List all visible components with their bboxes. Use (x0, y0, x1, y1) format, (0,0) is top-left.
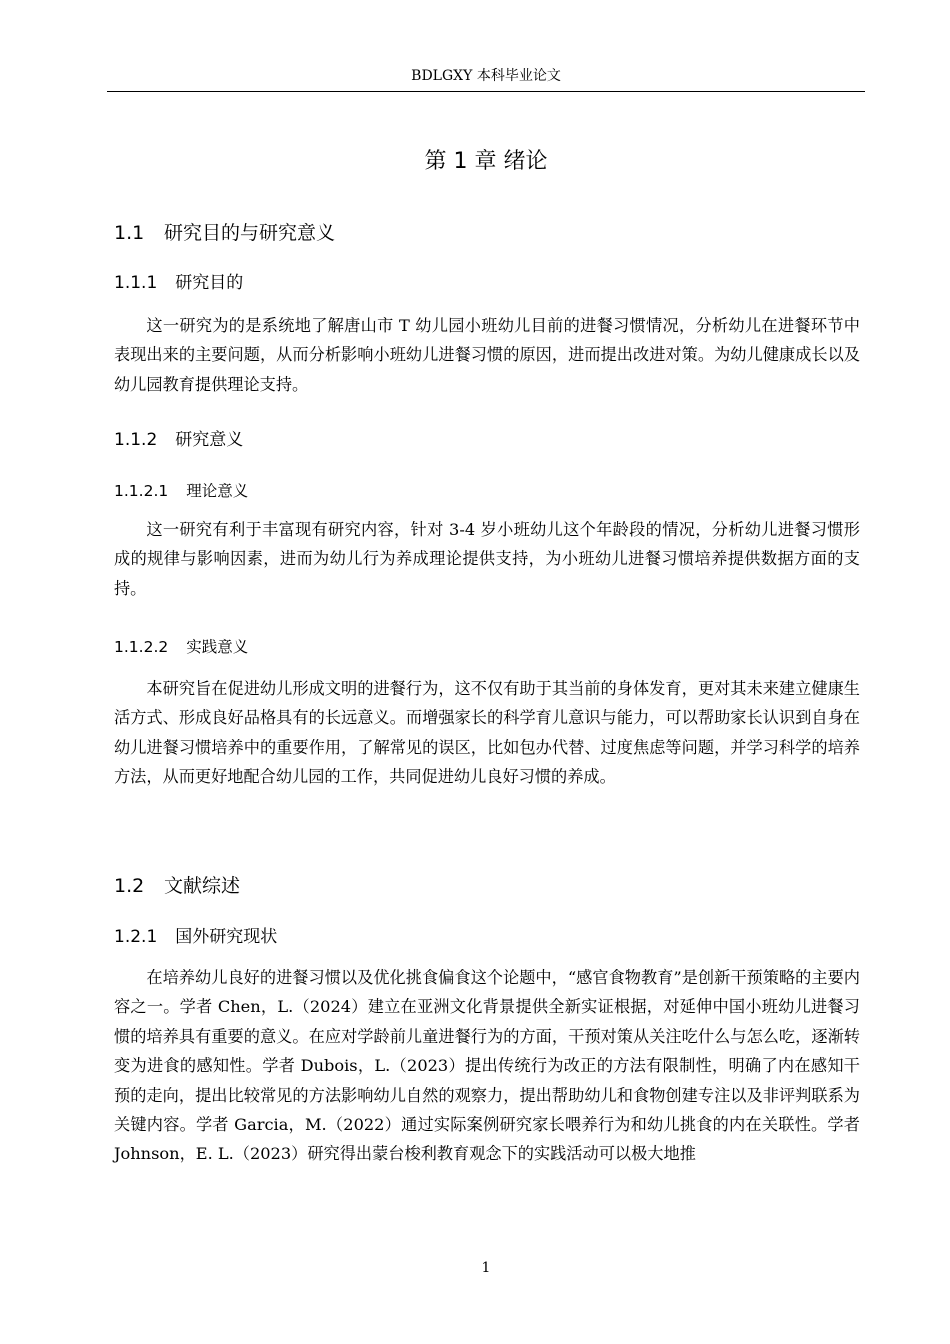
page-number: 1 (481, 1260, 491, 1276)
section-title: 国外研究现状 (175, 927, 278, 947)
section-number: 1.2.1 (114, 927, 158, 947)
section-number: 1.2 (114, 875, 145, 897)
section-heading-1-2-1 (114, 924, 277, 950)
section-number: 1.1.2 (114, 430, 158, 450)
section-heading-1-1-2-1 (114, 479, 248, 503)
section-title: 文献综述 (164, 875, 241, 897)
section-title: 研究意义 (175, 430, 244, 450)
section-number: 1.1.2.1 (114, 482, 169, 500)
section-heading-1-1 (114, 219, 335, 247)
paragraph-research-purpose: 这一研究为的是系统地了解唐山市 T 幼儿园小班幼儿目前的进餐习惯情况，分析幼儿在进餐环节中表现出来的主要问题，从而分析影响小班幼儿进餐习惯的原因，进而提出改进对策。为幼儿健康成长以及幼儿园教育提供理论支持。 (114, 316, 860, 394)
section-title: 研究目的 (175, 273, 244, 293)
section-heading-1-1-2 (114, 427, 243, 453)
section-number: 1.1.2.2 (114, 638, 169, 656)
section-number: 1.1 (114, 222, 145, 244)
section-title: 理论意义 (186, 482, 249, 500)
paragraph-practical-significance: 本研究旨在促进幼儿形成文明的进餐行为，这不仅有助于其当前的身体发育，更对其未来建立健康生活方式、形成良好品格具有的长远意义。而增强家长的科学育儿意识与能力，可以帮助家长认识到自身在幼儿进餐习惯培养中的重要作用，了解常见的误区，比如包办代替、过度焦虑等问题，并学习科学的培养方法，从而更好地配合幼儿园的工作，共同促进幼儿良好习惯的养成。 (114, 679, 860, 787)
paragraph-foreign-research: 在培养幼儿良好的进餐习惯以及优化挑食偏食这个论题中，“感官食物教育”是创新干预策略的主要内容之一。学者 Chen，L.（2024）建立在亚洲文化背景提供全新实证根据，对延伸中国小班幼儿进餐习惯的培养具有重要的意义。在应对学龄前儿童进餐行为的方面，干预对策从关注吃什么与怎么吃，逐渐转变为进食的感知性。学者 Dubois，L.（2023）提出传统行为改正的方法有限制性，明确了内在感知干预的走向，提出比较常见的方法影响幼儿自然的观察力，提出帮助幼儿和食物创建专注以及非评判联系为关键内容。学者 Garcia，M.（2022）通过实际案例研究家长喂养行为和幼儿挑食的内在关联性。学者 Johnson，E. L.（2023）研究得出蒙台梭利教育观念下的实践活动可以极大地推 (114, 968, 860, 1164)
paragraph-theoretical-significance: 这一研究有利于丰富现有研究内容，针对 3-4 岁小班幼儿这个年龄段的情况，分析幼儿进餐习惯形成的规律与影响因素，进而为幼儿行为养成理论提供支持，为小班幼儿进餐习惯培养提供数据方面的支持。 (114, 520, 860, 598)
section-title: 研究目的与研究意义 (164, 222, 336, 244)
section-heading-1-2 (114, 872, 240, 900)
section-heading-1-1-2-2 (114, 635, 248, 659)
chapter-title: 第 1 章 绪论 (424, 149, 548, 174)
section-heading-1-1-1 (114, 270, 243, 296)
section-title: 实践意义 (186, 638, 249, 656)
section-number: 1.1.1 (114, 273, 158, 293)
running-header: BDLGXY 本科毕业论文 (411, 68, 561, 84)
header-rule (107, 91, 865, 92)
